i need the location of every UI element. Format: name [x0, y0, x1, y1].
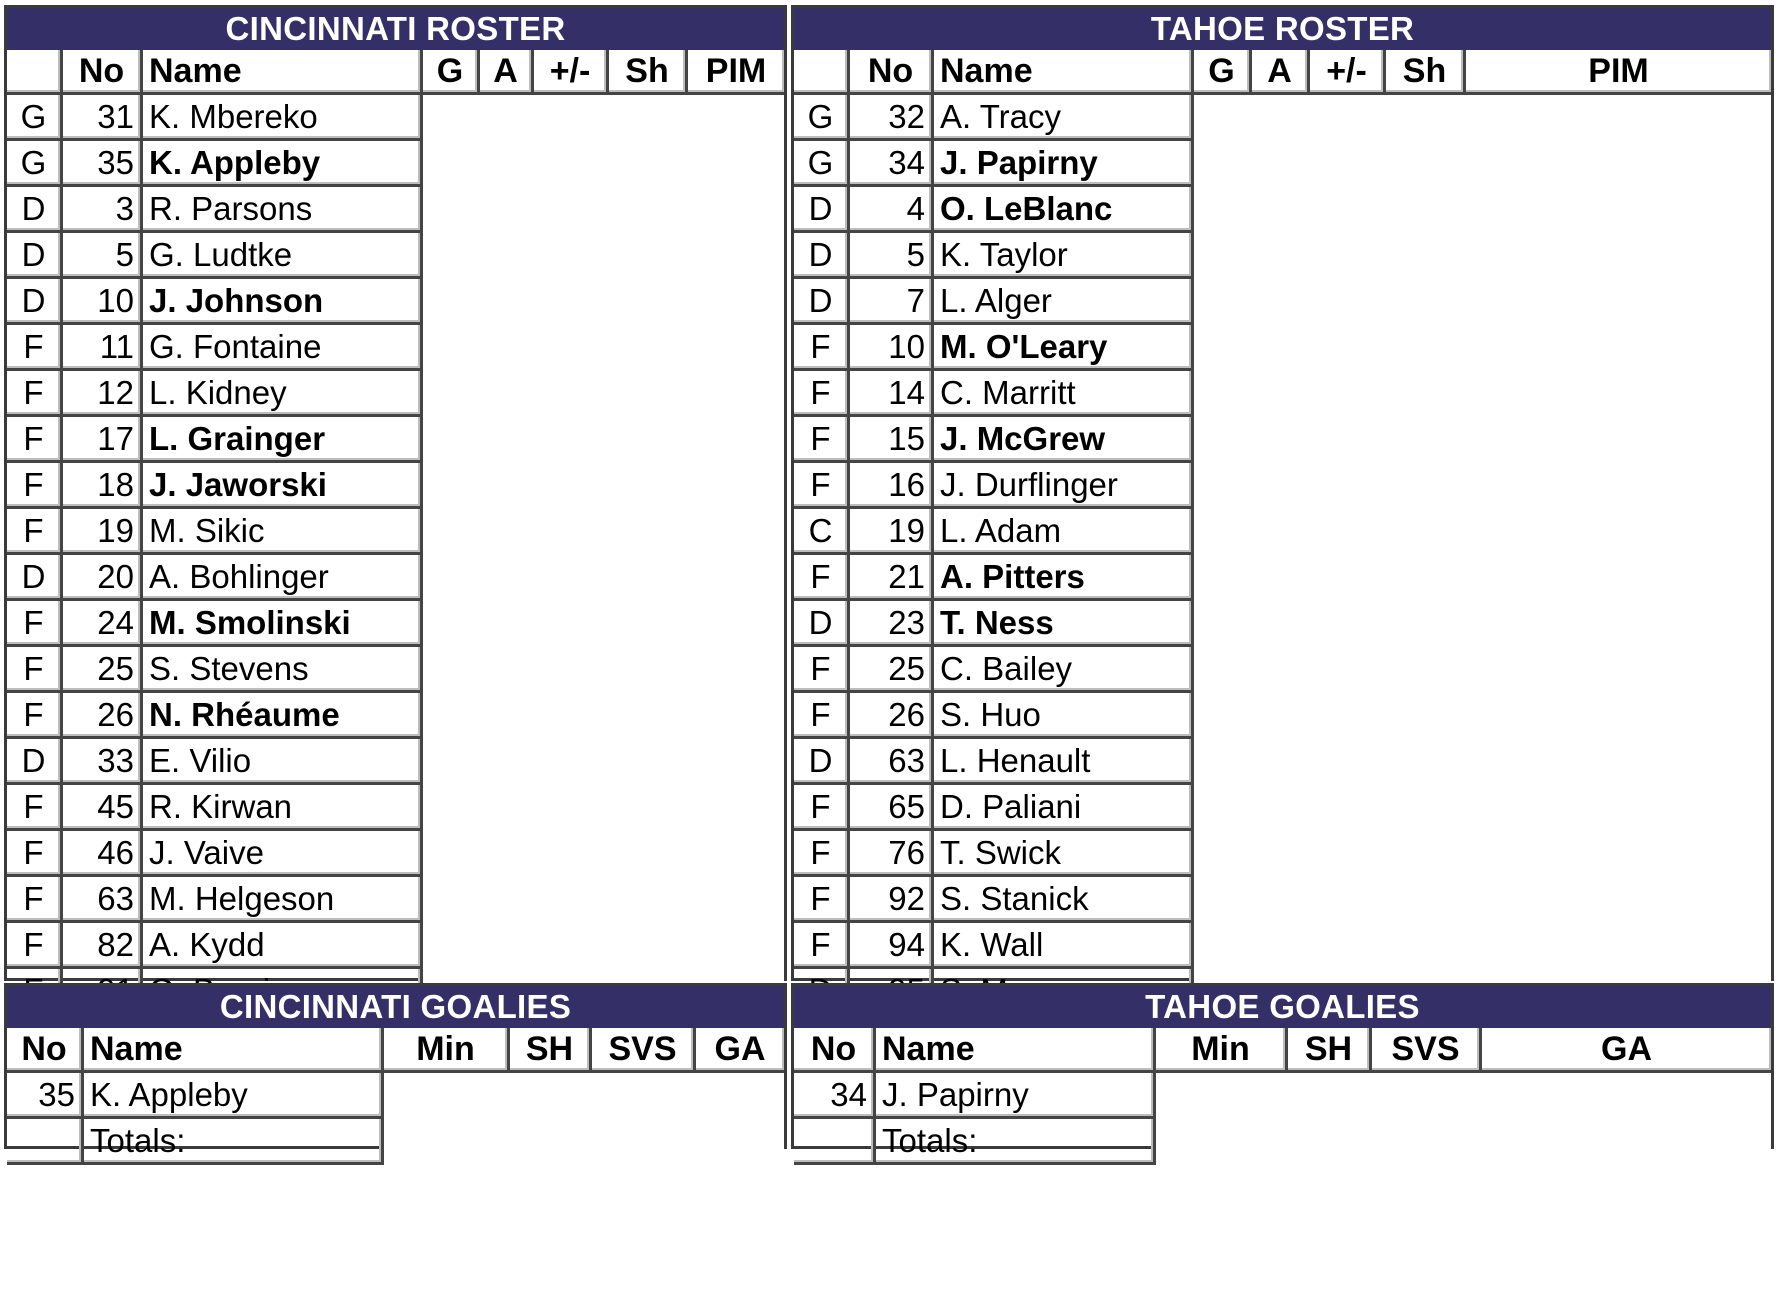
player-name: M. Sikic: [143, 509, 423, 555]
tahoe-goals-header: G: [1194, 50, 1252, 95]
totals-label: Totals:: [84, 1119, 384, 1165]
player-position: F: [794, 831, 850, 877]
player-position: F: [794, 371, 850, 417]
tahoe-roster-table: [794, 50, 1771, 1107]
player-name: T. Swick: [934, 831, 1194, 877]
player-name: J. Johnson: [143, 279, 423, 325]
cincinnati-roster-body: [7, 95, 784, 1107]
player-position: G: [794, 95, 850, 141]
player-name: O. LeBlanc: [934, 187, 1194, 233]
player-name: N. Rhéaume: [143, 693, 423, 739]
cincinnati-roster-table: [7, 50, 784, 1107]
player-name: K. Taylor: [934, 233, 1194, 279]
empty-cell: [7, 1119, 84, 1165]
player-position: F: [794, 417, 850, 463]
player-position: F: [794, 693, 850, 739]
player-name: C. Marritt: [934, 371, 1194, 417]
player-name: L. Kidney: [143, 371, 423, 417]
player-number: 92: [850, 877, 934, 923]
player-number: 19: [850, 509, 934, 555]
player-number: 63: [850, 739, 934, 785]
cincinnati-player-row: [7, 95, 784, 141]
cincinnati-goalies-panel: [4, 983, 787, 1159]
player-number: 94: [850, 923, 934, 969]
cincinnati-goalies-title: CINCINNATI GOALIES: [7, 986, 784, 1028]
player-number: 63: [63, 877, 143, 923]
player-position: F: [7, 877, 63, 923]
player-name: J. Vaive: [143, 831, 423, 877]
player-number: 18: [63, 463, 143, 509]
cincinnati-goalies-min-header: Min: [384, 1028, 510, 1073]
player-name: L. Adam: [934, 509, 1194, 555]
player-name: K. Appleby: [143, 141, 423, 187]
tahoe-name-header: Name: [934, 50, 1194, 95]
player-number: 3: [63, 187, 143, 233]
totals-label: Totals:: [876, 1119, 1156, 1165]
player-name: A. Tracy: [934, 95, 1194, 141]
tahoe-goalies-title: TAHOE GOALIES: [794, 986, 1771, 1028]
player-number: 16: [850, 463, 934, 509]
player-position: C: [794, 509, 850, 555]
cincinnati-goals-header: G: [423, 50, 480, 95]
cincinnati-assists-header: A: [480, 50, 534, 95]
cincinnati-goalies-stats-area: [384, 1073, 784, 1165]
player-name: J. Papirny: [934, 141, 1194, 187]
cincinnati-no-header: No: [63, 50, 143, 95]
empty-cell: [794, 1119, 876, 1165]
player-position: F: [794, 463, 850, 509]
player-number: 65: [850, 785, 934, 831]
player-position: G: [794, 141, 850, 187]
player-name: R. Parsons: [143, 187, 423, 233]
player-position: F: [794, 555, 850, 601]
player-name: E. Vilio: [143, 739, 423, 785]
player-position: D: [794, 187, 850, 233]
tahoe-goalies-goalie-row: [794, 1073, 1771, 1119]
player-name: A. Pitters: [934, 555, 1194, 601]
tahoe-goalies-panel: [791, 983, 1774, 1159]
tahoe-plus-minus-header: +/-: [1310, 50, 1386, 95]
player-position: F: [794, 877, 850, 923]
player-number: 10: [63, 279, 143, 325]
cincinnati-roster-panel: [4, 5, 787, 981]
player-name: K. Wall: [934, 923, 1194, 969]
player-name: L. Grainger: [143, 417, 423, 463]
player-position: D: [7, 187, 63, 233]
player-name: C. Bailey: [934, 647, 1194, 693]
player-name: L. Henault: [934, 739, 1194, 785]
player-name: L. Alger: [934, 279, 1194, 325]
player-position: F: [7, 923, 63, 969]
player-position: F: [7, 371, 63, 417]
player-position: G: [7, 95, 63, 141]
player-position: D: [7, 233, 63, 279]
tahoe-pim-header: PIM: [1466, 50, 1771, 95]
player-number: 24: [63, 601, 143, 647]
player-position: G: [7, 141, 63, 187]
player-position: F: [794, 923, 850, 969]
player-number: 5: [850, 233, 934, 279]
goalie-number: 34: [794, 1073, 876, 1119]
player-position: F: [7, 693, 63, 739]
cincinnati-goalies-header-row: [7, 1028, 784, 1073]
cincinnati-goalies-goalie-row: [7, 1073, 784, 1119]
player-number: 32: [850, 95, 934, 141]
player-number: 15: [850, 417, 934, 463]
player-position: F: [7, 785, 63, 831]
player-position: D: [7, 739, 63, 785]
cincinnati-goalies-ga-header: GA: [696, 1028, 784, 1073]
player-name: G. Fontaine: [143, 325, 423, 371]
player-name: J. McGrew: [934, 417, 1194, 463]
goalie-name: J. Papirny: [876, 1073, 1156, 1119]
tahoe-goalies-svs-header: SVS: [1372, 1028, 1482, 1073]
player-name: R. Kirwan: [143, 785, 423, 831]
tahoe-goalies-table: [794, 1028, 1771, 1165]
player-position: F: [7, 463, 63, 509]
cincinnati-name-header: Name: [143, 50, 423, 95]
tahoe-goalies-body: [794, 1073, 1771, 1165]
player-name: G. Ludtke: [143, 233, 423, 279]
player-number: 33: [63, 739, 143, 785]
player-number: 4: [850, 187, 934, 233]
player-number: 17: [63, 417, 143, 463]
player-name: S. Huo: [934, 693, 1194, 739]
player-number: 46: [63, 831, 143, 877]
player-position: F: [7, 325, 63, 371]
player-name: M. Smolinski: [143, 601, 423, 647]
player-number: 25: [850, 647, 934, 693]
tahoe-goalies-no-header: No: [794, 1028, 876, 1073]
cincinnati-goalies-sh-header: SH: [510, 1028, 592, 1073]
player-position: F: [794, 647, 850, 693]
tahoe-pos-header: [794, 50, 850, 95]
player-name: A. Kydd: [143, 923, 423, 969]
goalie-name: K. Appleby: [84, 1073, 384, 1119]
cincinnati-goalies-body: [7, 1073, 784, 1165]
tahoe-goalies-stats-area: [1156, 1073, 1771, 1165]
tahoe-goalies-header-row: [794, 1028, 1771, 1073]
player-name: A. Bohlinger: [143, 555, 423, 601]
player-number: 23: [850, 601, 934, 647]
player-position: F: [794, 785, 850, 831]
tahoe-roster-header-row: [794, 50, 1771, 95]
player-number: 34: [850, 141, 934, 187]
player-name: K. Mbereko: [143, 95, 423, 141]
tahoe-assists-header: A: [1252, 50, 1310, 95]
tahoe-shots-header: Sh: [1386, 50, 1466, 95]
cincinnati-pim-header: PIM: [688, 50, 784, 95]
player-number: 26: [850, 693, 934, 739]
tahoe-no-header: No: [850, 50, 934, 95]
player-number: 10: [850, 325, 934, 371]
tahoe-goalies-min-header: Min: [1156, 1028, 1288, 1073]
player-position: F: [7, 831, 63, 877]
tahoe-roster-title: TAHOE ROSTER: [794, 8, 1771, 50]
player-number: 12: [63, 371, 143, 417]
player-position: F: [7, 601, 63, 647]
player-number: 31: [63, 95, 143, 141]
player-name: D. Paliani: [934, 785, 1194, 831]
player-position: D: [794, 739, 850, 785]
cincinnati-plus-minus-header: +/-: [534, 50, 609, 95]
player-position: F: [7, 647, 63, 693]
cincinnati-goalies-table: [7, 1028, 784, 1165]
player-number: 45: [63, 785, 143, 831]
player-position: F: [7, 417, 63, 463]
player-position: F: [794, 325, 850, 371]
cincinnati-stats-area: [423, 95, 784, 1107]
player-name: M. Helgeson: [143, 877, 423, 923]
player-position: D: [7, 555, 63, 601]
player-position: D: [794, 601, 850, 647]
player-number: 19: [63, 509, 143, 555]
player-number: 7: [850, 279, 934, 325]
cincinnati-pos-header: [7, 50, 63, 95]
goalie-number: 35: [7, 1073, 84, 1119]
tahoe-goalies-ga-header: GA: [1482, 1028, 1771, 1073]
player-number: 76: [850, 831, 934, 877]
tahoe-roster-panel: [791, 5, 1774, 981]
player-name: S. Stanick: [934, 877, 1194, 923]
player-position: F: [7, 509, 63, 555]
player-name: M. O'Leary: [934, 325, 1194, 371]
player-name: S. Stevens: [143, 647, 423, 693]
tahoe-goalies-name-header: Name: [876, 1028, 1156, 1073]
cincinnati-goalies-svs-header: SVS: [592, 1028, 696, 1073]
cincinnati-shots-header: Sh: [609, 50, 688, 95]
player-name: J. Jaworski: [143, 463, 423, 509]
tahoe-goalies-sh-header: SH: [1288, 1028, 1372, 1073]
player-position: D: [794, 233, 850, 279]
player-number: 11: [63, 325, 143, 371]
player-number: 25: [63, 647, 143, 693]
cincinnati-roster-title: CINCINNATI ROSTER: [7, 8, 784, 50]
player-number: 82: [63, 923, 143, 969]
player-number: 5: [63, 233, 143, 279]
player-number: 21: [850, 555, 934, 601]
player-number: 26: [63, 693, 143, 739]
player-number: 35: [63, 141, 143, 187]
player-position: D: [7, 279, 63, 325]
player-name: T. Ness: [934, 601, 1194, 647]
cincinnati-goalies-no-header: No: [7, 1028, 84, 1073]
player-name: J. Durflinger: [934, 463, 1194, 509]
tahoe-stats-area: [1194, 95, 1771, 1107]
player-position: D: [794, 279, 850, 325]
cincinnati-roster-header-row: [7, 50, 784, 95]
tahoe-player-row: [794, 95, 1771, 141]
cincinnati-goalies-name-header: Name: [84, 1028, 384, 1073]
player-number: 20: [63, 555, 143, 601]
tahoe-roster-body: [794, 95, 1771, 1107]
player-number: 14: [850, 371, 934, 417]
